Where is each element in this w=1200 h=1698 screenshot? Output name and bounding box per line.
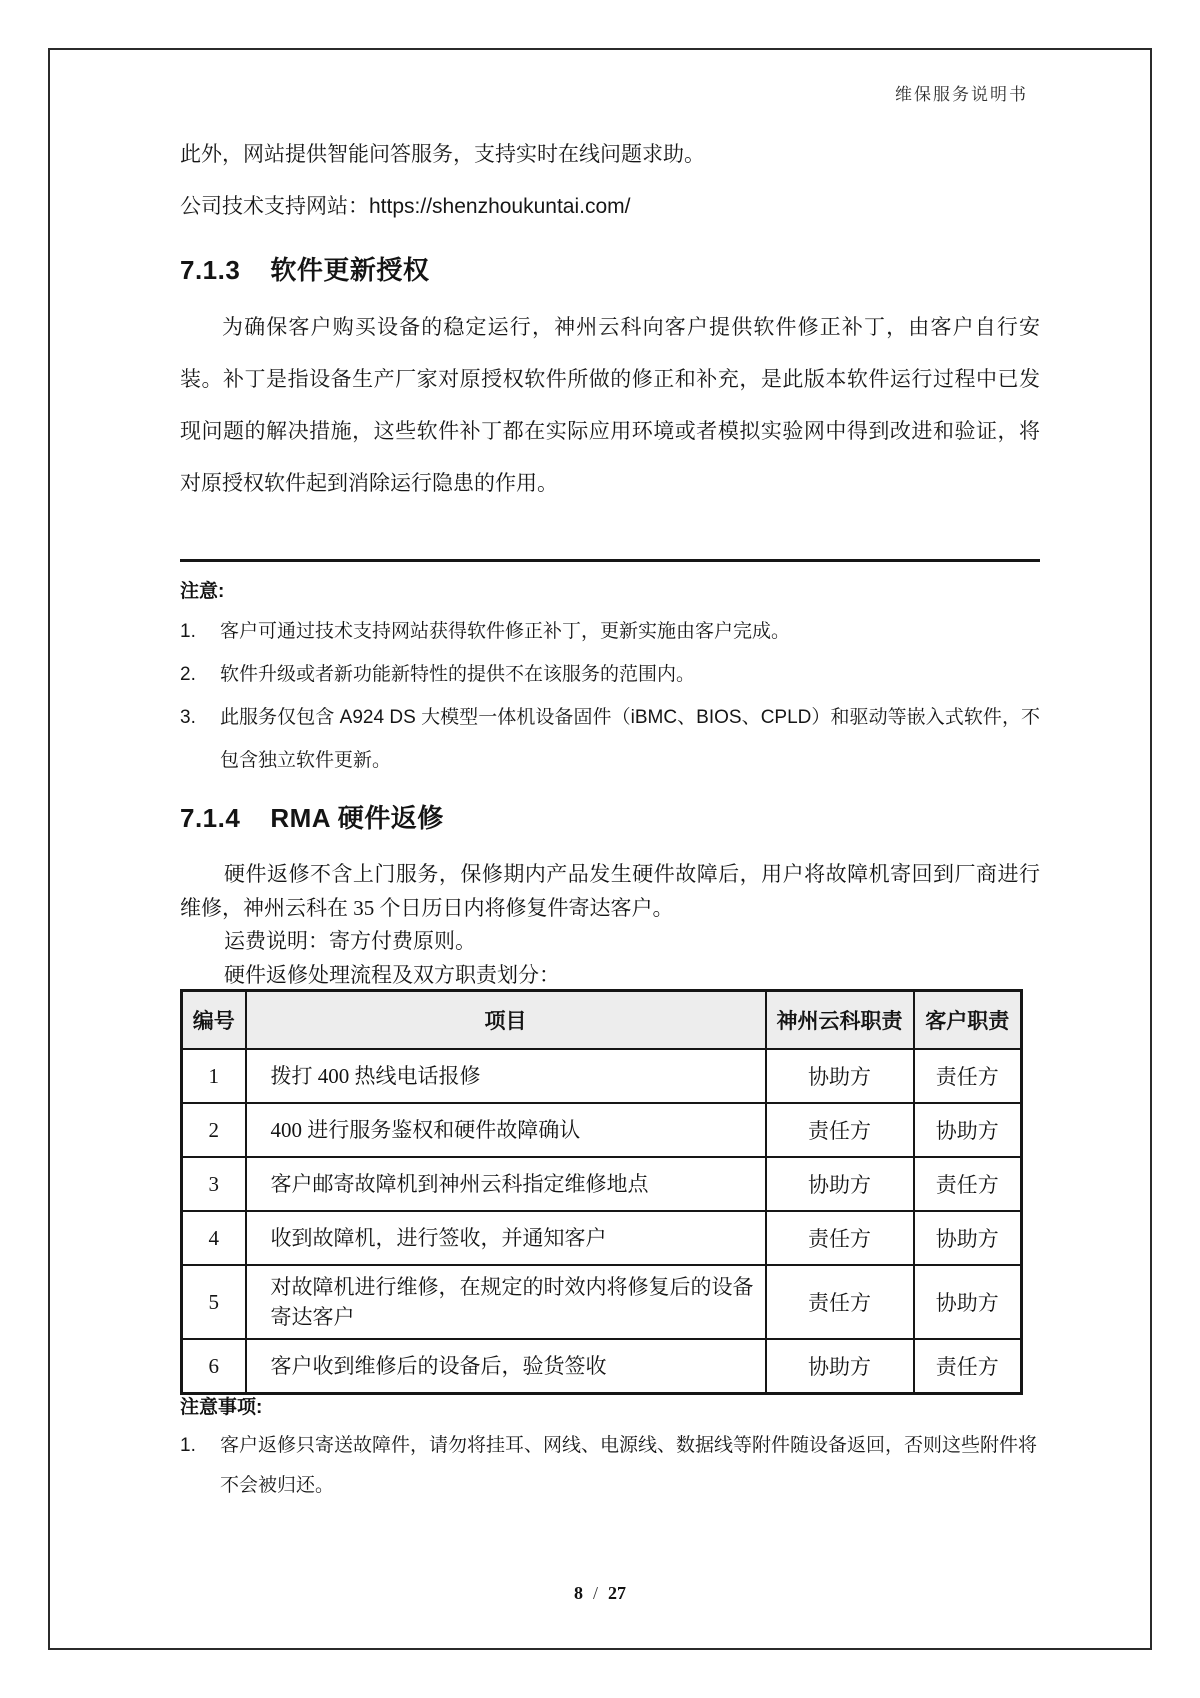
row1-customer-duty: 责任方 <box>914 1049 1022 1103</box>
rma-paragraph: 硬件返修不含上门服务，保修期内产品发生硬件故障后，用户将故障机寄回到厂商进行维修，神州云科在 35 个日历日内将修复件寄达客户。 <box>180 862 1040 920</box>
note-item-2 <box>180 653 1040 696</box>
section-7-1-4-number: 7.1.4 <box>180 803 241 833</box>
section-7-1-3-heading <box>180 250 1040 287</box>
row3-item: 客户邮寄故障机到神州云科指定维修地点 <box>246 1157 766 1211</box>
section-7-1-3-number: 7.1.3 <box>180 255 241 285</box>
header-cell-item: 项目 <box>246 991 766 1050</box>
note-item-3-text: 此服务仅包含 A924 DS 大模型一体机设备固件（iBMC、BIOS、CPLD）和驱动等嵌入式软件，不包含独立软件更新。 <box>220 707 1040 771</box>
note-item-2-text: 软件升级或者新功能新特性的提供不在该服务的范围内。 <box>220 664 696 685</box>
section-7-1-3-title: 软件更新授权 <box>270 255 430 285</box>
note-item-1 <box>180 610 1040 653</box>
table-row <box>182 1211 1022 1265</box>
note-list <box>180 610 1040 782</box>
row5-item: 对故障机进行维修，在规定的时效内将修复后的设备寄达客户 <box>246 1265 766 1339</box>
page-number-separator: / <box>592 1583 598 1603</box>
row3-customer-duty: 责任方 <box>914 1157 1022 1211</box>
support-website-line: 公司技术支持网站：https://shenzhoukuntai.com/ <box>180 195 631 218</box>
row3-vendor-duty: 协助方 <box>766 1157 914 1211</box>
row5-vendor-duty: 责任方 <box>766 1265 914 1339</box>
table-row <box>182 1157 1022 1211</box>
row2-item: 400 进行服务鉴权和硬件故障确认 <box>246 1103 766 1157</box>
note-item-3 <box>180 696 1040 782</box>
section-7-1-4-title: RMA 硬件返修 <box>270 803 444 833</box>
shipping-note-line: 运费说明：寄方付费原则。 <box>224 929 476 953</box>
note-divider-rule <box>180 559 1040 562</box>
row2-vendor-duty: 责任方 <box>766 1103 914 1157</box>
row2-customer-duty: 协助方 <box>914 1103 1022 1157</box>
row6-vendor-duty: 协助方 <box>766 1339 914 1394</box>
section-7-1-4-heading <box>180 798 1040 835</box>
table-row <box>182 1339 1022 1394</box>
table-row <box>182 1049 1022 1103</box>
notice-item-1 <box>180 1426 1040 1506</box>
row6-item: 客户收到维修后的设备后，验货签收 <box>246 1339 766 1394</box>
row4-number: 4 <box>182 1211 246 1265</box>
note-item-3-number: 3. <box>180 707 196 728</box>
page-number-current: 8 <box>573 1583 583 1603</box>
row6-customer-duty: 责任方 <box>914 1339 1022 1394</box>
header-cell-customer-duty: 客户职责 <box>914 991 1022 1050</box>
running-header: 维保服务说明书 <box>895 85 1028 104</box>
row4-item: 收到故障机，进行签收，并通知客户 <box>246 1211 766 1265</box>
row5-customer-duty: 协助方 <box>914 1265 1022 1339</box>
note-label: 注意: <box>180 581 225 602</box>
notice-item-1-number: 1. <box>180 1435 196 1456</box>
notice-list <box>180 1426 1040 1506</box>
row3-number: 3 <box>182 1157 246 1211</box>
header-cell-vendor-duty: 神州云科职责 <box>766 991 914 1050</box>
process-intro-line: 硬件返修处理流程及双方职责划分： <box>224 963 560 987</box>
note-item-1-text: 客户可通过技术支持网站获得软件修正补丁，更新实施由客户完成。 <box>220 621 791 642</box>
table-header-row <box>182 991 1022 1050</box>
notice-item-1-text: 客户返修只寄送故障件，请勿将挂耳、网线、电源线、数据线等附件随设备返回，否则这些附件将不会被归还。 <box>220 1435 1038 1496</box>
row6-number: 6 <box>182 1339 246 1394</box>
section-7-1-3-body: 为确保客户购买设备的稳定运行，神州云科向客户提供软件修正补丁，由客户自行安装。补丁是指设备生产厂家对原授权软件所做的修正和补充，是此版本软件运行过程中已发现问题的解决措施，这些软件补丁都在实际应用环境或者模拟实验网中得到改进和验证，将对原授权软件起到消除运行隐患的作用。 <box>180 316 1040 495</box>
note-item-2-number: 2. <box>180 664 196 685</box>
row4-customer-duty: 协助方 <box>914 1211 1022 1265</box>
row1-vendor-duty: 协助方 <box>766 1049 914 1103</box>
note-item-1-number: 1. <box>180 621 196 642</box>
intro-paragraph-1: 此外，网站提供智能问答服务，支持实时在线问题求助。 <box>180 143 705 166</box>
row1-item: 拨打 400 热线电话报修 <box>246 1049 766 1103</box>
table-row <box>182 1103 1022 1157</box>
table-row <box>182 1265 1022 1339</box>
row2-number: 2 <box>182 1103 246 1157</box>
notice-label: 注意事项: <box>180 1397 263 1418</box>
rma-process-table <box>180 989 1023 1395</box>
page-number-footer <box>0 1583 1200 1604</box>
row1-number: 1 <box>182 1049 246 1103</box>
page-number-total: 27 <box>608 1583 626 1603</box>
header-cell-number: 编号 <box>182 991 246 1050</box>
row5-number: 5 <box>182 1265 246 1339</box>
row4-vendor-duty: 责任方 <box>766 1211 914 1265</box>
